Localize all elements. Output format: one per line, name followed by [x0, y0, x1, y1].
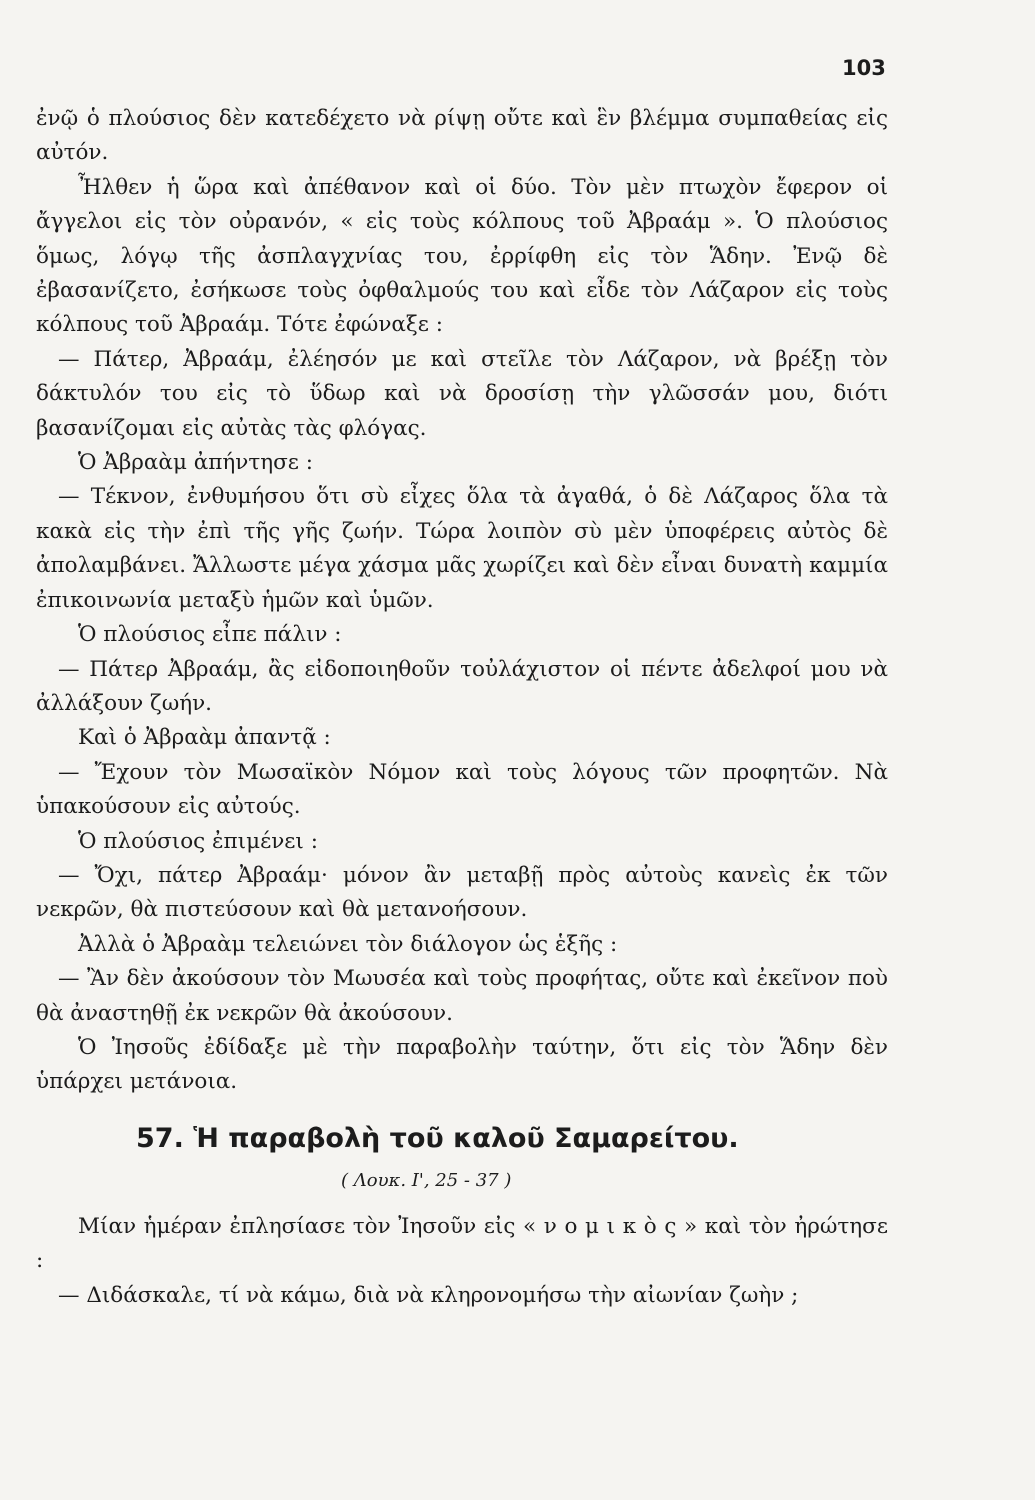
paragraph: Ἦλθεν ἡ ὥρα καὶ ἀπέθανον καὶ οἱ δύο. Τὸν μὲν πτωχὸν ἔφερον οἱ ἄγγελοι εἰς τὸν οὐρανόν, « εἰς τοὺς κόλπους τοῦ Ἀβραάμ ». Ὁ πλούσιος ὅμως, λόγῳ τῆς ἀσπλαγχνίας του, ἐρρίφθη εἰς τὸν Ἅδην. Ἐνῷ δὲ ἐβασανίζετο, ἐσήκωσε τοὺς ὀφθαλμούς του καὶ εἶδε τὸν Λάζαρον εἰς τοὺς κόλπους τοῦ Ἀβραάμ. Τότε ἐφώναξε :	[36, 174, 888, 338]
paragraph: Ὁ Ἀβραὰμ ἀπήντησε :	[78, 450, 314, 476]
dialogue-line: — Διδάσκαλε, τί νὰ κάμω, διὰ νὰ κληρονομήσω τὴν αἰωνίαν ζωὴν ;	[58, 1282, 799, 1308]
dialogue-line: — Ἔχουν τὸν Μωσαϊκὸν Νόμον καὶ τοὺς λόγους τῶν προφητῶν. Νὰ ὑπακούσουν εἰς αὐτούς.	[36, 759, 888, 820]
section-heading: 57. Ἡ παραβολὴ τοῦ καλοῦ Σαμαρείτου.	[136, 1122, 739, 1154]
page-number: 103	[842, 56, 886, 80]
paragraph: Ὁ Ἰησοῦς ἐδίδαξε μὲ τὴν παραβολὴν ταύτην, ὅτι εἰς τὸν Ἅδην δὲν ὑπάρχει μετάνοια.	[36, 1034, 888, 1095]
spacer	[36, 1198, 888, 1210]
paragraph: Ἀλλὰ ὁ Ἀβραὰμ τελειώνει τὸν διάλογον ὡς ἑξῆς :	[78, 931, 618, 957]
dialogue-line: — Πάτερ, Ἀβραάμ, ἐλέησόν με καὶ στεῖλε τὸν Λάζαρον, νὰ βρέξῃ τὸν δάκτυλόν του εἰς τὸ ὕδωρ καὶ νὰ δροσίσῃ τὴν γλῶσσάν μου, διότι βασανίζομαι εἰς αὐτὰς τὰς φλόγας.	[36, 346, 888, 441]
page-body	[36, 102, 888, 1313]
scripture-reference: ( Λουκ. Ι', 25 - 37 )	[341, 1169, 512, 1191]
dialogue-line: — Ἂν δὲν ἀκούσουν τὸν Μωυσέα καὶ τοὺς προφήτας, οὔτε καὶ ἐκεῖνον ποὺ θὰ ἀναστηθῇ ἐκ νεκρῶν θὰ ἀκούσουν.	[36, 966, 888, 1026]
paragraph: Ὁ πλούσιος εἶπε πάλιν :	[78, 622, 342, 648]
paragraph: Καὶ ὁ Ἀβραὰμ ἀπαντᾷ :	[78, 725, 331, 751]
dialogue-line: — Τέκνον, ἐνθυμήσου ὅτι σὺ εἶχες ὅλα τὰ ἀγαθά, ὁ δὲ Λάζαρος ὅλα τὰ κακὰ εἰς τὴν ἐπὶ τῆς γῆς ζωήν. Τώρα λοιπὸν σὺ μὲν ὑποφέρεις αὐτὸς δὲ ἀπολαμβάνει. Ἄλλωστε μέγα χάσμα μᾶς χωρίζει καὶ δὲν εἶναι δυνατὴ καμμία ἐπικοινωνία μεταξὺ ἡμῶν καὶ ὑμῶν.	[36, 484, 888, 613]
paragraph: Ὁ πλούσιος ἐπιμένει :	[78, 828, 318, 854]
paragraph: Μίαν ἡμέραν ἐπλησίασε τὸν Ἰησοῦν εἰς « ν ο μ ι κ ὸ ς » καὶ τὸν ἠρώτησε :	[36, 1213, 888, 1274]
dialogue-line: — Πάτερ Ἀβραάμ, ἂς εἰδοποιηθοῦν τοὐλάχιστον οἱ πέντε ἀδελφοί μου νὰ ἀλλάξουν ζωήν.	[36, 656, 888, 716]
dialogue-line: — Ὄχι, πάτερ Ἀβραάμ· μόνον ἂν μεταβῇ πρὸς αὐτοὺς κανεὶς ἐκ τῶν νεκρῶν, θὰ πιστεύσουν καὶ θὰ μετανοήσουν.	[36, 862, 888, 923]
paragraph: ἐνῷ ὁ πλούσιος δὲν κατεδέχετο νὰ ρίψῃ οὔτε καὶ ἓν βλέμμα συμπαθείας εἰς αὐτόν.	[36, 106, 888, 166]
